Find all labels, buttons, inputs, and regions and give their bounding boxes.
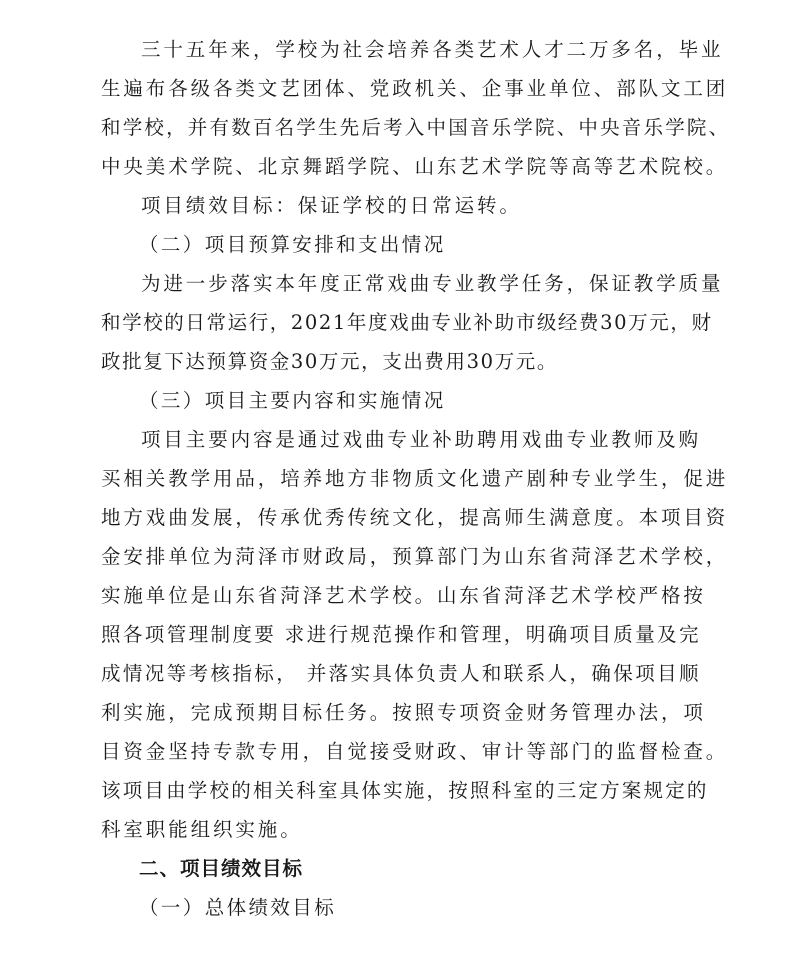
text-line: 和学校的日常运行，2021年度戏曲专业补助市级经费30万元，财 <box>101 311 713 334</box>
text-line: 政批复下达预算资金30万元，支出费用30万元。 <box>101 350 558 373</box>
text-line: 买相关教学用品，培养地方非物质文化遗产剧种专业学生，促进 <box>101 467 729 490</box>
text-line: 利实施，完成预期目标任务。按照专项资金财务管理办法，项 <box>101 701 706 724</box>
section-subheading: （三）项目主要内容和实施情况 <box>139 389 446 412</box>
section-subheading: （二）项目预算安排和支出情况 <box>139 233 446 256</box>
paragraph-content <box>101 420 729 849</box>
subheading-overall-targets <box>101 888 701 927</box>
text-line: 目资金坚持专款专用，自觉接受财政、审计等部门的监督检查。 <box>101 740 729 763</box>
text-line: 中央美术学院、北京舞蹈学院、山东艺术学院等高等艺术院校。 <box>101 155 729 178</box>
text-line: 科室职能组织实施。 <box>101 818 303 841</box>
text-line: 和学校，并有数百名学生先后考入中国音乐学院、中央音乐学院、 <box>101 116 731 139</box>
paragraph-school-history <box>101 30 731 186</box>
section-heading: 二、项目绩效目标 <box>139 857 304 880</box>
subheading-budget <box>101 225 701 264</box>
text-line: 金安排单位为菏泽市财政局，预算部门为山东省菏泽艺术学校， <box>101 545 729 568</box>
document-page <box>101 30 731 927</box>
section-subheading: （一）总体绩效目标 <box>139 896 337 919</box>
text-line: 为进一步落实本年度正常戏曲专业教学任务，保证教学质量 <box>141 272 724 295</box>
text-line: 项目绩效目标：保证学校的日常运转。 <box>141 194 522 217</box>
subheading-content <box>101 381 701 420</box>
text-line: 该项目由学校的相关科室具体实施，按照科室的三定方案规定的 <box>101 779 709 802</box>
paragraph-budget <box>101 264 724 381</box>
paragraph-performance-goal <box>101 186 701 225</box>
text-line: 三十五年来，学校为社会培养各类艺术人才二万多名，毕业 <box>141 38 724 61</box>
text-line: 地方戏曲发展，传承优秀传统文化，提高师生满意度。本项目资 <box>101 506 729 529</box>
heading-performance-targets <box>101 849 701 888</box>
text-line: 生遍布各级各类文艺团体、党政机关、企事业单位、部队文工团 <box>101 77 729 100</box>
text-line: 成情况等考核指标， 并落实具体负责人和联系人，确保项目顺 <box>101 662 701 685</box>
text-line: 项目主要内容是通过戏曲专业补助聘用戏曲专业教师及购 <box>141 428 702 451</box>
text-line: 照各项管理制度要 求进行规范操作和管理，明确项目质量及完 <box>101 623 701 646</box>
text-line: 实施单位是山东省菏泽艺术学校。山东省菏泽艺术学校严格按 <box>101 584 706 607</box>
